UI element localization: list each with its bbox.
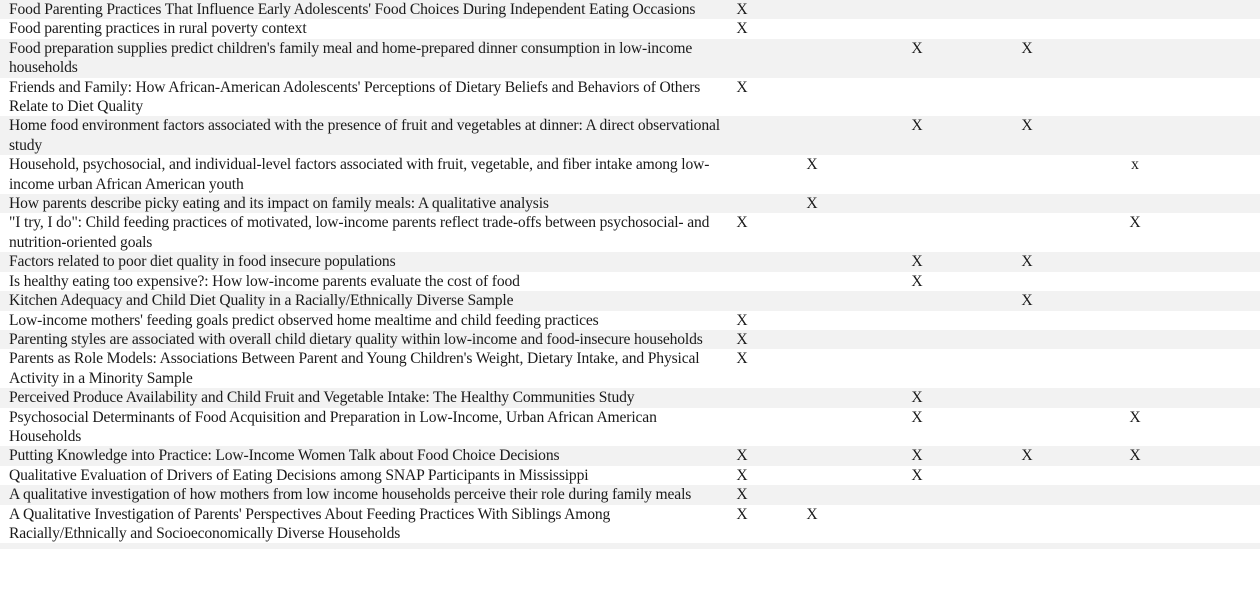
mark-col-2: [762, 311, 862, 330]
table-row: [0, 408, 1260, 447]
mark-col-5: [1082, 330, 1188, 349]
row-spacer: [1188, 349, 1260, 388]
mark-col-5: [1082, 291, 1188, 310]
mark-col-3: [862, 330, 972, 349]
row-spacer: [1188, 272, 1260, 291]
mark-col-2: X: [806, 156, 818, 174]
row-spacer: [1188, 291, 1260, 310]
mark-col-2: [762, 466, 862, 485]
mark-col-3: [862, 311, 972, 330]
mark-col-4: X: [1021, 447, 1033, 465]
mark-col-4: X: [1021, 117, 1033, 135]
study-title: Kitchen Adequacy and Child Diet Quality in a Racially/Ethnically Diverse Sample: [9, 292, 514, 310]
table-row: [0, 291, 1260, 310]
row-spacer: [1188, 155, 1260, 194]
study-title: Food preparation supplies predict children's family meal and home-prepared dinner consumption in low-income households: [9, 39, 693, 77]
mark-col-3: [862, 78, 972, 117]
mark-col-4: [972, 0, 1082, 19]
study-title: Qualitative Evaluation of Drivers of Eating Decisions among SNAP Participants in Mississippi: [9, 466, 589, 484]
row-spacer: [1188, 213, 1260, 252]
row-spacer: [1188, 408, 1260, 447]
table-row: [0, 446, 1260, 465]
mark-col-5: [1082, 19, 1188, 38]
study-title: A qualitative investigation of how mothers from low income households perceive their role during family meals: [9, 486, 692, 504]
row-spacer: [1188, 78, 1260, 117]
study-title: Is healthy eating too expensive?: How low-income parents evaluate the cost of food: [9, 272, 520, 290]
mark-col-4: [972, 485, 1082, 504]
mark-col-3: X: [911, 253, 923, 271]
study-title: Friends and Family: How African-American Adolescents' Perceptions of Dietary Beliefs and Behaviors of Others Relate to Diet Quality: [9, 78, 701, 116]
mark-col-4: [972, 311, 1082, 330]
study-title: Food Parenting Practices That Influence Early Adolescents' Food Choices During Independent Eating Occasions: [9, 1, 696, 18]
table-row: [0, 194, 1260, 213]
mark-col-3: [862, 19, 972, 38]
study-title: A Qualitative Investigation of Parents' Perspectives About Feeding Practices With Siblings Among Racially/Ethnically and Socioeconomically Diverse Households: [9, 505, 611, 542]
study-title: "I try, I do": Child feeding practices of motivated, low-income parents reflect trade-offs between psychosocial- and nutrition-oriented goals: [9, 214, 710, 251]
mark-col-1: [722, 408, 762, 447]
study-title: Home food environment factors associated with the presence of fruit and vegetables at dinner: A direct observational study: [9, 117, 720, 154]
row-spacer: [1188, 0, 1260, 19]
mark-col-4: X: [1021, 253, 1033, 271]
mark-col-1: [722, 291, 762, 310]
mark-col-4: [972, 155, 1082, 194]
mark-col-3: [862, 213, 972, 252]
mark-col-1: [722, 116, 762, 155]
mark-col-5: [1082, 39, 1188, 78]
study-title: Household, psychosocial, and individual-level factors associated with fruit, vegetable, and fiber intake among low-income urban African American youth: [9, 156, 710, 193]
mark-col-1: X: [736, 1, 748, 18]
mark-col-4: [972, 194, 1082, 213]
next-row-partial: [0, 543, 1260, 549]
table-row: [0, 466, 1260, 485]
table-row: [0, 78, 1260, 117]
table-row: [0, 388, 1260, 407]
row-spacer: [1188, 252, 1260, 271]
mark-col-3: X: [911, 272, 923, 290]
mark-col-2: [762, 388, 862, 407]
mark-col-2: [762, 291, 862, 310]
mark-col-4: [972, 388, 1082, 407]
mark-col-3: X: [911, 117, 923, 135]
mark-col-5: [1082, 252, 1188, 271]
table-row: [0, 39, 1260, 78]
row-spacer: [1188, 19, 1260, 38]
table-row: [0, 311, 1260, 330]
mark-col-3: [862, 194, 972, 213]
study-title: Putting Knowledge into Practice: Low-Income Women Talk about Food Choice Decisions: [9, 447, 560, 465]
mark-col-4: [972, 349, 1082, 388]
row-spacer: [1188, 446, 1260, 465]
mark-col-1: X: [736, 350, 748, 368]
mark-col-1: X: [736, 311, 748, 329]
mark-col-3: [862, 155, 972, 194]
mark-col-4: [972, 505, 1082, 544]
mark-col-1: X: [736, 486, 748, 504]
mark-col-2: [762, 349, 862, 388]
mark-col-5: [1082, 466, 1188, 485]
mark-col-4: X: [1021, 292, 1033, 310]
study-title: Factors related to poor diet quality in food insecure populations: [9, 253, 396, 271]
mark-col-5: [1082, 349, 1188, 388]
study-title: How parents describe picky eating and its impact on family meals: A qualitative analysis: [9, 195, 549, 213]
mark-col-1: [722, 272, 762, 291]
mark-col-5: [1082, 272, 1188, 291]
mark-col-2: [762, 330, 862, 349]
mark-col-5: [1082, 194, 1188, 213]
mark-col-5: [1082, 311, 1188, 330]
mark-col-1: X: [736, 214, 748, 232]
mark-col-5: [1082, 0, 1188, 19]
mark-col-3: X: [911, 466, 923, 484]
mark-col-2: [762, 78, 862, 117]
mark-col-5: [1082, 116, 1188, 155]
table-row: [0, 485, 1260, 504]
mark-col-1: X: [736, 78, 748, 96]
mark-col-1: X: [736, 447, 748, 465]
table-row: [0, 272, 1260, 291]
mark-col-1: X: [736, 466, 748, 484]
mark-col-1: X: [736, 20, 748, 38]
mark-col-1: [722, 39, 762, 78]
table-row: [0, 0, 1260, 19]
mark-col-1: [722, 388, 762, 407]
mark-col-5: X: [1129, 408, 1141, 426]
study-title: Low-income mothers' feeding goals predict observed home mealtime and child feeding practices: [9, 311, 599, 329]
mark-col-3: [862, 485, 972, 504]
mark-col-2: [762, 116, 862, 155]
table-row: [0, 252, 1260, 271]
row-spacer: [1188, 466, 1260, 485]
mark-col-4: X: [1021, 39, 1033, 57]
row-spacer: [1188, 116, 1260, 155]
row-spacer: [1188, 485, 1260, 504]
mark-col-2: [762, 213, 862, 252]
mark-col-2: X: [806, 195, 818, 213]
mark-col-4: [972, 19, 1082, 38]
mark-col-3: [862, 505, 972, 544]
mark-col-5: X: [1129, 447, 1141, 465]
mark-col-2: [762, 446, 862, 465]
study-title: Parents as Role Models: Associations Between Parent and Young Children's Weight, Dietary Intake, and Physical Activity in a Minority Sample: [9, 350, 700, 387]
mark-col-2: [762, 39, 862, 78]
mark-col-1: X: [736, 505, 748, 523]
table-row: [0, 505, 1260, 544]
row-spacer: [1188, 194, 1260, 213]
study-title: Food parenting practices in rural poverty context: [9, 20, 307, 38]
mark-col-3: X: [911, 447, 923, 465]
mark-col-4: [972, 213, 1082, 252]
mark-col-3: X: [911, 408, 923, 426]
mark-col-3: X: [911, 389, 923, 407]
table-row: [0, 349, 1260, 388]
mark-col-4: [972, 272, 1082, 291]
table-row: [0, 116, 1260, 155]
mark-col-1: [722, 252, 762, 271]
table-row: [0, 213, 1260, 252]
mark-col-4: [972, 408, 1082, 447]
mark-col-4: [972, 330, 1082, 349]
mark-col-5: X: [1129, 214, 1141, 232]
mark-col-3: X: [911, 39, 923, 57]
row-spacer: [1188, 39, 1260, 78]
mark-col-2: X: [806, 505, 818, 523]
table-row: [0, 330, 1260, 349]
mark-col-3: [862, 0, 972, 19]
mark-col-1: [722, 155, 762, 194]
mark-col-5: [1082, 485, 1188, 504]
mark-col-2: [762, 408, 862, 447]
mark-col-2: [762, 272, 862, 291]
row-spacer: [1188, 311, 1260, 330]
table-row: [0, 155, 1260, 194]
row-spacer: [1188, 388, 1260, 407]
mark-col-2: [762, 19, 862, 38]
mark-col-5: x: [1131, 156, 1139, 174]
mark-col-1: X: [736, 330, 748, 348]
mark-col-5: [1082, 78, 1188, 117]
row-spacer: [1188, 505, 1260, 544]
study-title: Parenting styles are associated with overall child dietary quality within low-income and food-insecure households: [9, 330, 703, 348]
row-spacer: [1188, 330, 1260, 349]
mark-col-2: [762, 485, 862, 504]
study-title: Psychosocial Determinants of Food Acquisition and Preparation in Low-Income, Urban African American Households: [9, 408, 657, 445]
mark-col-4: [972, 466, 1082, 485]
mark-col-3: [862, 349, 972, 388]
mark-col-2: [762, 252, 862, 271]
mark-col-3: [862, 291, 972, 310]
mark-col-5: [1082, 388, 1188, 407]
study-title: Perceived Produce Availability and Child Fruit and Vegetable Intake: The Healthy Communities Study: [9, 389, 635, 407]
mark-col-5: [1082, 505, 1188, 544]
table-row: [0, 19, 1260, 38]
mark-col-2: [762, 0, 862, 19]
mark-col-4: [972, 78, 1082, 117]
mark-col-1: [722, 194, 762, 213]
